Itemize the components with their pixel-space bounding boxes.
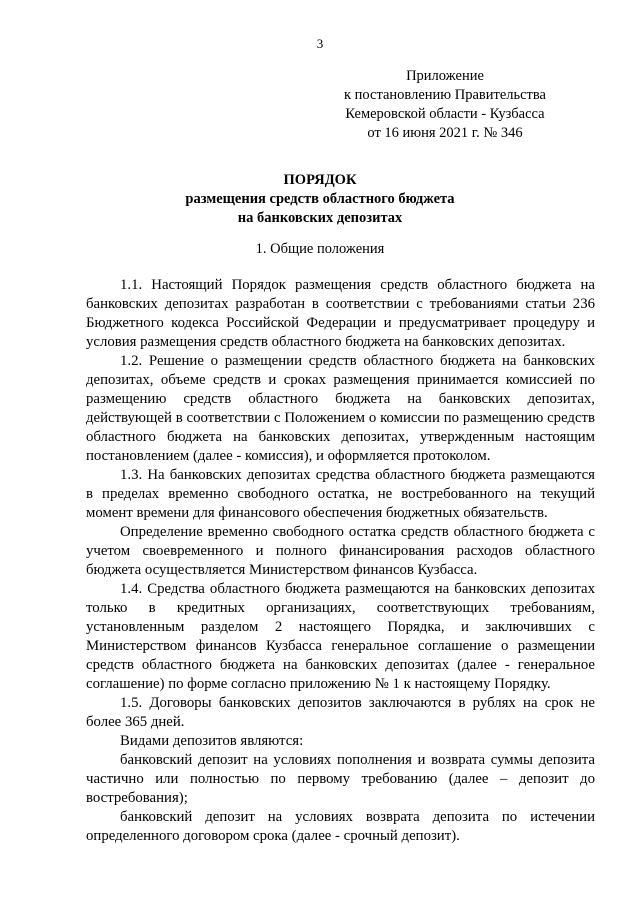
document-body [86, 276, 595, 846]
appendix-block [340, 67, 550, 143]
paragraph: 1.1. Настоящий Порядок размещения средств областного бюджета на банковских депозитах разработан в соответствии с требованиями статьи 236 Бюджетного кодекса Российской Федерации и предусматривает процедуру и условия размещения средств областного бюджета на банковских депозитах. [86, 277, 595, 350]
paragraph: 1.3. На банковских депозитах средства областного бюджета размещаются в пределах временно свободного остатка, не востребованного на текущий момент времени для финансового обеспечения бюджетных обязательств. [86, 467, 595, 521]
paragraph: банковский депозит на условиях возврата депозита по истечении определенного договором срока (далее - срочный депозит). [86, 809, 595, 844]
document-title [0, 171, 640, 228]
paragraph: банковский депозит на условиях пополнения и возврата суммы депозита частично или полностью по первому требованию (далее – депозит до востребования); [86, 752, 595, 806]
paragraph: Определение временно свободного остатка средств областного бюджета с учетом своевременного и полного финансирования расходов областного бюджета осуществляется Министерством финансов Кузбасса. [86, 524, 595, 578]
section-heading: 1. Общие положения [255, 241, 385, 257]
title-line: на банковских депозитах [237, 210, 403, 226]
page-number: 3 [316, 36, 324, 51]
appendix-line: к постановлению Правительства [344, 87, 546, 103]
paragraph: 1.2. Решение о размещении средств областного бюджета на банковских депозитах, объеме средств и сроках размещения принимается комиссией по размещению средств областного бюджета на банковских депозитах, действующей в соответствии с Положением о комиссии по размещению средств областного бюджета на банковских депозитах, утвержденным настоящим постановлением (далее - комиссия), и оформляется протоколом. [86, 353, 595, 464]
title-line: размещения средств областного бюджета [185, 191, 455, 207]
appendix-line: Приложение [406, 68, 484, 84]
paragraph: 1.4. Средства областного бюджета размещаются на банковских депозитах только в кредитных организациях, соответствующих требованиям, установленным разделом 2 настоящего Порядка, и заключивших с Министерством финансов Кузбасса генеральное соглашение о размещении средств областного бюджета на банковских депозитах (далее - генеральное соглашение) по форме согласно приложению № 1 к настоящему Порядку. [86, 581, 595, 692]
title-line: ПОРЯДОК [283, 172, 357, 188]
paragraph: 1.5. Договоры банковских депозитов заключаются в рублях на срок не более 365 дней. [86, 695, 595, 730]
appendix-line: от 16 июня 2021 г. № 346 [367, 125, 523, 141]
paragraph: Видами депозитов являются: [120, 733, 304, 749]
appendix-line: Кемеровской области - Кузбасса [345, 106, 545, 122]
